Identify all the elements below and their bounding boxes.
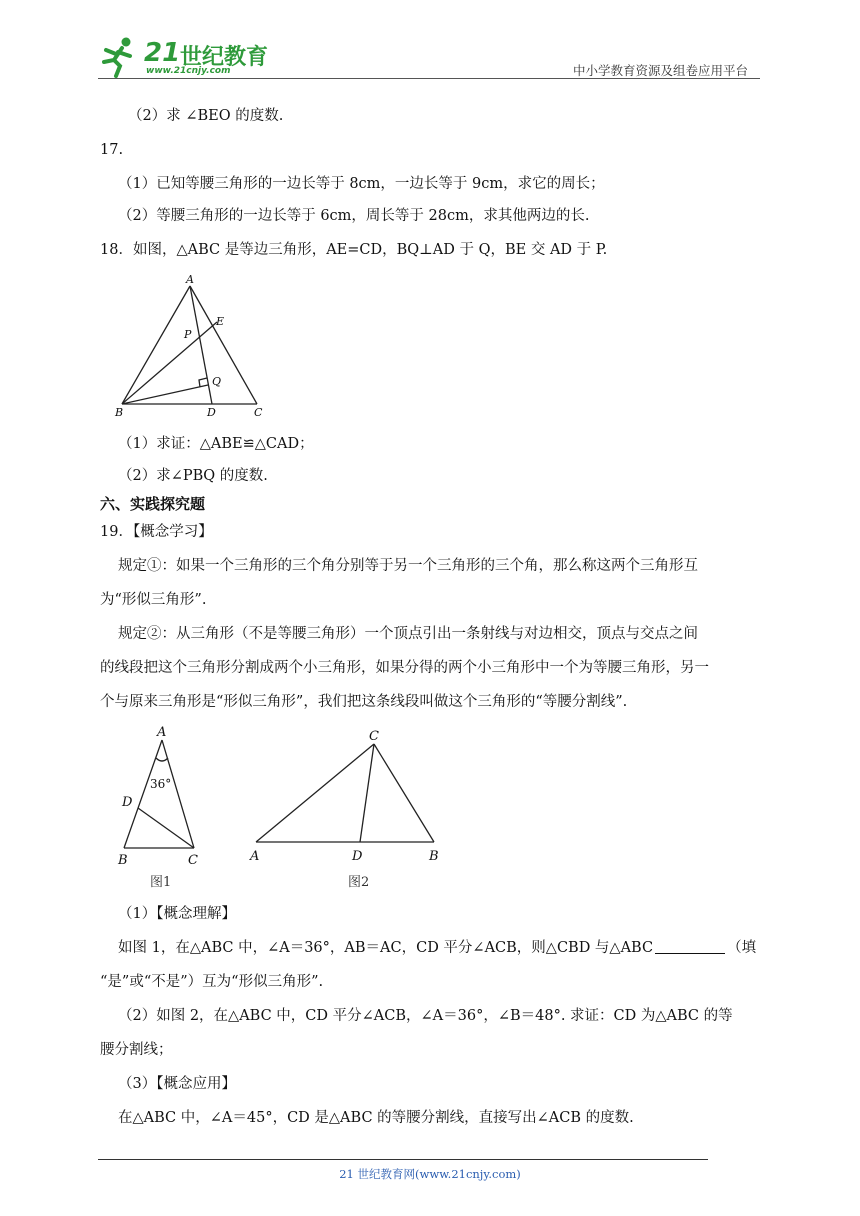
- header: [0, 0, 860, 80]
- fig1-side-ab: [124, 740, 162, 848]
- fig18-label-b: B: [115, 406, 124, 419]
- fig1-label-c: C: [188, 853, 198, 868]
- part2-line2: 腰分割线；: [100, 1042, 173, 1058]
- fig1-label-b: B: [118, 853, 128, 868]
- fig18-label-p: P: [184, 328, 192, 341]
- fig2-side-bc: [374, 744, 434, 842]
- rule2-line1: 规定②：从三角形（不是等腰三角形）一个顶点引出一条射线与对边相交，顶点与交点之间: [118, 626, 698, 642]
- fig2-segment-cd: [360, 744, 374, 842]
- fig1-side-ac: [162, 740, 194, 848]
- part1-title: （1）【概念理解】: [118, 906, 236, 922]
- q17-number: 17.: [100, 142, 124, 158]
- logo-url: www.21cnjy.com: [146, 66, 231, 76]
- fig2-label-d: D: [352, 849, 363, 864]
- answer-blank: [655, 939, 725, 954]
- fig1-label-d: D: [122, 795, 133, 810]
- header-rule: [98, 78, 760, 79]
- figure-2: [244, 722, 454, 894]
- q17-part1: （1）已知等腰三角形的一边长等于 8cm，一边长等于 9cm，求它的周长；: [118, 176, 605, 192]
- q18-part2: （2）求∠PBQ 的度数.: [118, 468, 268, 484]
- q17-part2: （2）等腰三角形的一边长等于 6cm，周长等于 28cm，求其他两边的长.: [118, 208, 590, 224]
- figure-q18: [112, 272, 272, 422]
- logo-runner-icon: [96, 36, 144, 78]
- fig18-segment-be: [122, 322, 217, 404]
- rule2-line3: 个与原来三角形是“形似三角形”，我们把这条线段叫做这个三角形的“等腰分割线”.: [100, 694, 628, 710]
- part3-line1: 在△ABC 中，∠A＝45°，CD 是△ABC 的等腰分割线，直接写出∠ACB 的度数.: [118, 1110, 634, 1126]
- q18-stem: 18．如图，△ABC 是等边三角形，AE=CD，BQ⊥AD 于 Q，BE 交 AD 于 P.: [100, 242, 608, 258]
- fig18-side-ab: [122, 286, 190, 404]
- figure-1: [112, 722, 212, 894]
- fig2-label-b: B: [429, 849, 439, 864]
- footer-rule: [98, 1159, 708, 1160]
- header-platform-text: 中小学教育资源及组卷应用平台: [573, 63, 749, 78]
- section-heading-6: 六、实践探究题: [100, 495, 206, 513]
- part3-title: （3）【概念应用】: [118, 1076, 236, 1092]
- fig18-label-c: C: [254, 406, 263, 419]
- rule1-line1: 规定①：如果一个三角形的三个角分别等于另一个三角形的三个角，那么称这两个三角形互: [118, 558, 698, 574]
- logo-text: 世纪教育: [180, 45, 269, 70]
- q16-part2: （2）求 ∠BEO 的度数.: [128, 108, 284, 124]
- footer-text: 21 世纪教育网(www.21cnjy.com): [339, 1167, 521, 1181]
- fig2-side-ac: [256, 744, 374, 842]
- q19-stem: 19．【概念学习】: [100, 524, 213, 540]
- fig18-segment-bq: [122, 385, 208, 404]
- fig1-label-a: A: [157, 725, 167, 740]
- part2-line1: （2）如图 2，在△ABC 中，CD 平分∠ACB，∠A＝36°，∠B＝48°. 求证：CD 为△ABC 的等: [118, 1008, 733, 1024]
- part1-line2: “是”或“不是”）互为“形似三角形”.: [100, 974, 324, 990]
- fig1-angle-label: 36°: [150, 777, 172, 791]
- fig2-caption: 图2: [348, 875, 370, 890]
- fig18-label-d: D: [207, 406, 216, 419]
- part1-text: 如图 1，在△ABC 中，∠A＝36°，AB＝AC，CD 平分∠ACB，则△CBD 与△ABC: [118, 940, 654, 956]
- part1-fill-hint: （填: [727, 940, 757, 956]
- q18-part1: （1）求证：△ABE≌△CAD；: [118, 436, 314, 452]
- fig18-label-e: E: [216, 315, 225, 328]
- fig18-label-q: Q: [212, 375, 222, 388]
- fig2-label-a: A: [250, 849, 260, 864]
- fig18-label-a: A: [186, 273, 194, 286]
- part1-line1: [118, 938, 756, 958]
- fig2-label-c: C: [369, 729, 379, 744]
- rule1-line2: 为“形似三角形”.: [100, 592, 207, 608]
- fig1-caption: 图1: [150, 875, 172, 890]
- rule2-line2: 的线段把这个三角形分割成两个小三角形，如果分得的两个小三角形中一个为等腰三角形，另一: [100, 660, 709, 676]
- fig1-segment-cd: [138, 808, 194, 848]
- fig1-angle-arc: [156, 758, 168, 761]
- logo-number: 21: [144, 38, 181, 68]
